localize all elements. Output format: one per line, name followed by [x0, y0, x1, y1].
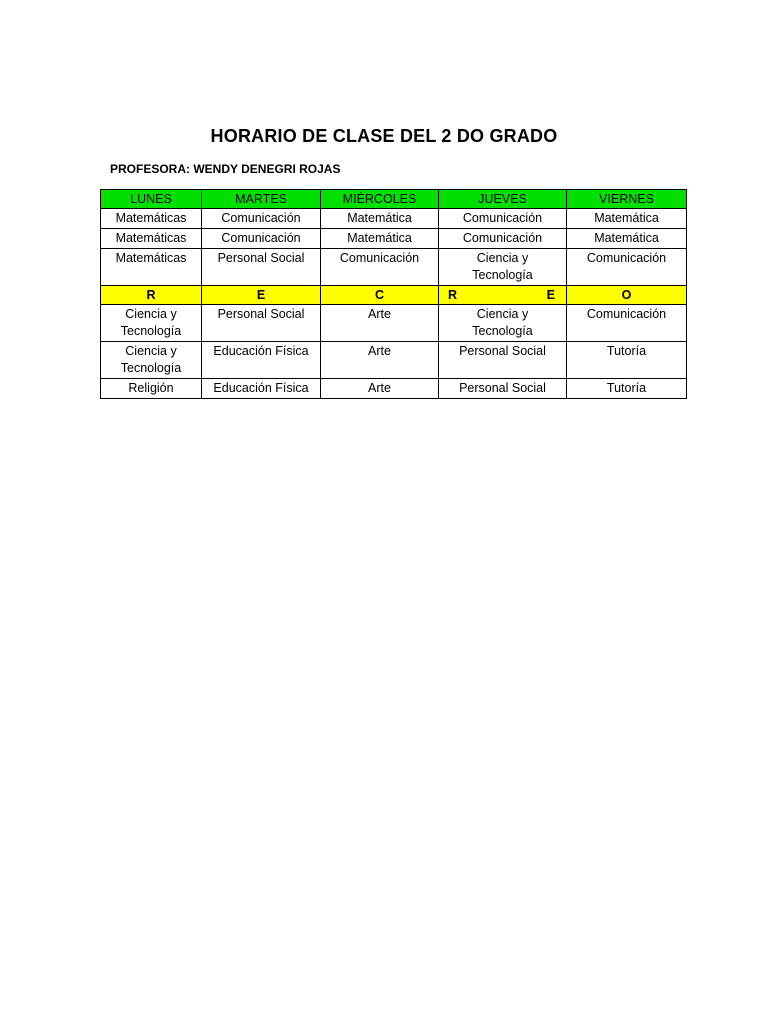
subject-cell: Matemática — [567, 209, 687, 229]
teacher-name: PROFESORA: WENDY DENEGRI ROJAS — [110, 162, 341, 176]
subject-cell: Ciencia y Tecnología — [101, 342, 202, 379]
subject-cell: Matemáticas — [101, 249, 202, 286]
day-header: MIÉRCOLES — [321, 190, 439, 209]
subject-cell: Comunicación — [567, 249, 687, 286]
recess-letter-pair — [439, 286, 567, 305]
subject-cell: Religión — [101, 379, 202, 399]
table-row — [101, 379, 687, 399]
recess-letter: C — [321, 286, 439, 305]
day-header: LUNES — [101, 190, 202, 209]
day-header: MARTES — [202, 190, 321, 209]
recess-letter: O — [567, 286, 687, 305]
table-row — [101, 249, 687, 286]
schedule-table — [100, 189, 687, 399]
page-title: HORARIO DE CLASE DEL 2 DO GRADO — [210, 126, 558, 146]
recess-letter: E — [202, 286, 321, 305]
subject-cell: Comunicación — [202, 209, 321, 229]
table-row — [101, 209, 687, 229]
recess-row — [101, 286, 687, 305]
subject-cell: Educación Física — [202, 342, 321, 379]
subject-cell: Comunicación — [439, 209, 567, 229]
table-row — [101, 342, 687, 379]
subject-cell: Matemáticas — [101, 229, 202, 249]
subject-cell: Tutoría — [567, 379, 687, 399]
subject-cell: Matemática — [321, 209, 439, 229]
subject-cell: Matemáticas — [101, 209, 202, 229]
recess-letter: E — [546, 288, 555, 302]
day-header: JUEVES — [439, 190, 567, 209]
subject-cell: Comunicación — [439, 229, 567, 249]
subject-cell: Tutoría — [567, 342, 687, 379]
subject-cell: Comunicación — [321, 249, 439, 286]
subject-cell: Matemática — [321, 229, 439, 249]
subject-cell: Personal Social — [439, 379, 567, 399]
subject-cell: Arte — [321, 305, 439, 342]
subject-cell: Arte — [321, 379, 439, 399]
subject-cell: Comunicación — [202, 229, 321, 249]
table-row — [101, 229, 687, 249]
subject-cell: Ciencia y Tecnología — [439, 249, 567, 286]
subject-cell: Personal Social — [202, 305, 321, 342]
subject-cell: Personal Social — [439, 342, 567, 379]
subject-cell: Personal Social — [202, 249, 321, 286]
subject-cell: Ciencia y Tecnología — [101, 305, 202, 342]
recess-letter: R — [448, 288, 458, 302]
table-row — [101, 305, 687, 342]
subject-cell: Educación Física — [202, 379, 321, 399]
subject-cell: Comunicación — [567, 305, 687, 342]
day-header-row — [101, 190, 687, 209]
recess-letter: R — [101, 286, 202, 305]
subject-cell: Ciencia y Tecnología — [439, 305, 567, 342]
day-header: VIERNES — [567, 190, 687, 209]
subject-cell: Arte — [321, 342, 439, 379]
subject-cell: Matemática — [567, 229, 687, 249]
